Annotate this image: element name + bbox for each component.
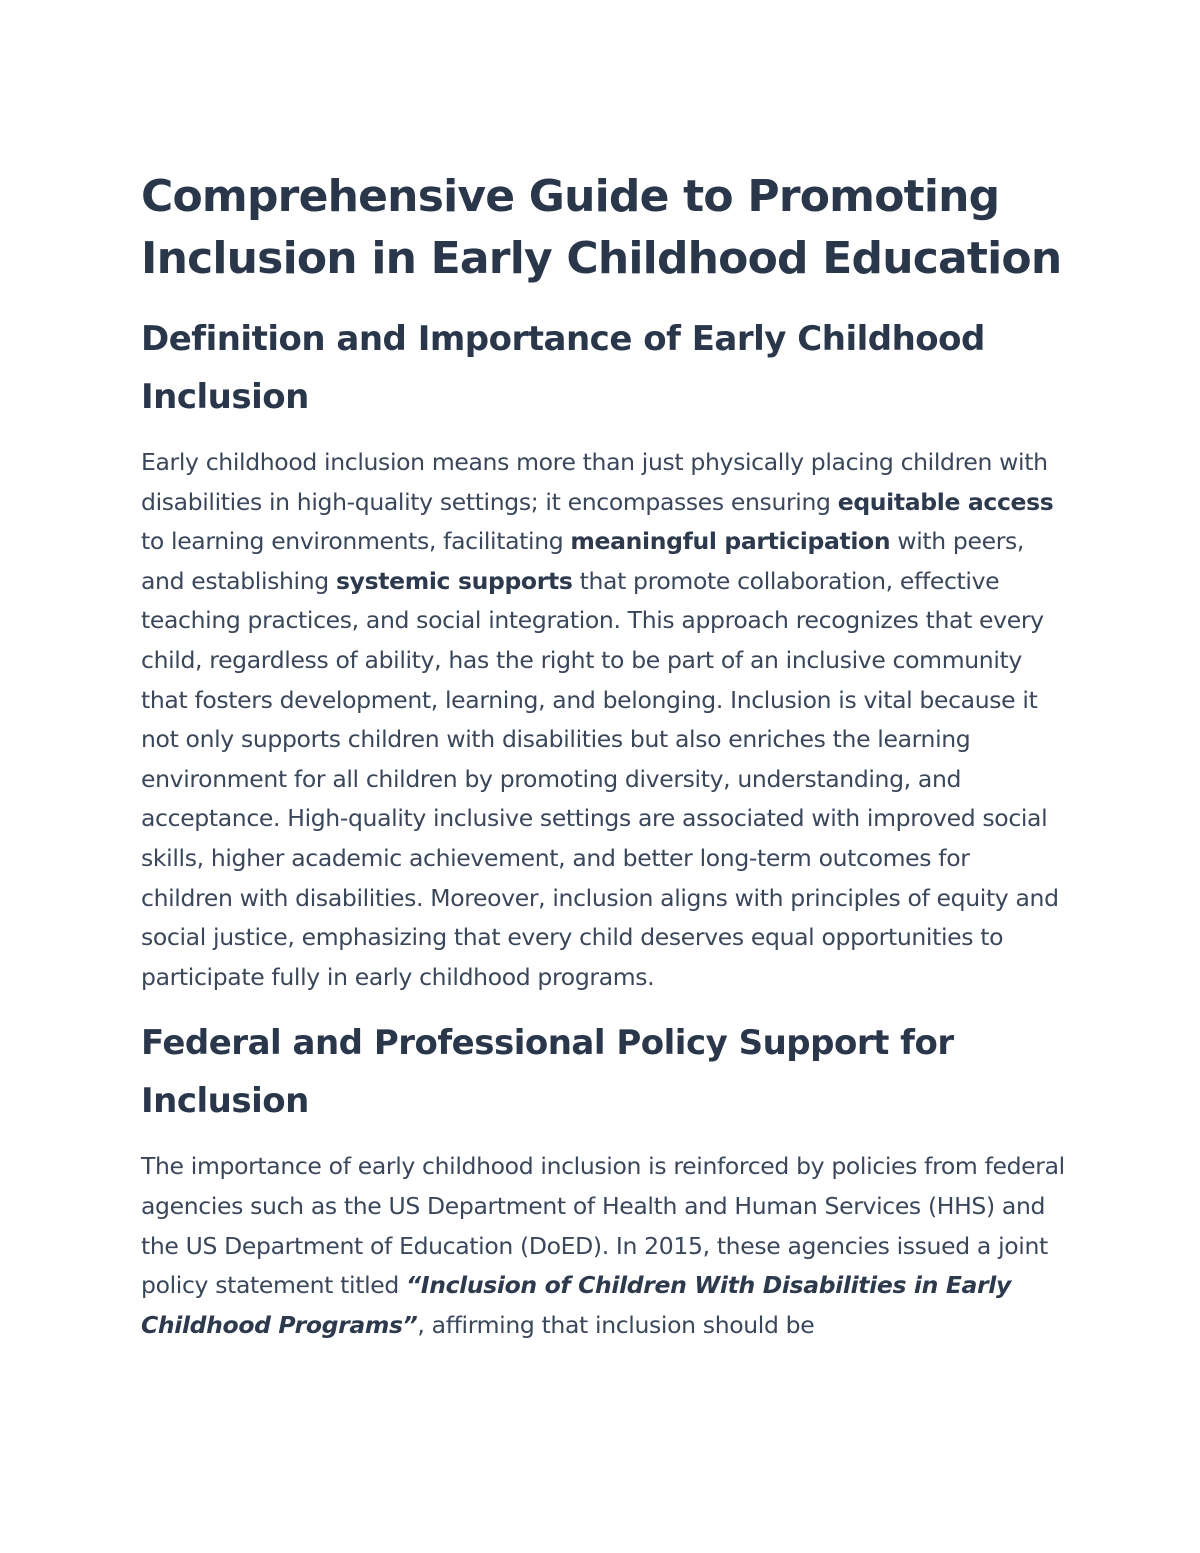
- bold-phrase-equitable-access: equitable access: [837, 487, 1054, 516]
- section-heading-definition: Definition and Importance of Early Childhood Inclusion: [141, 319, 985, 417]
- paragraph-text: to learning environments, facilitating: [141, 527, 571, 556]
- paragraph-text: The importance of early childhood inclusion is reinforced by policies from federal agencies such as the US Department of Health and Human Services (HHS) and the US Department of Education (DoED). In 2015, these agencies issued a joint policy statement titled: [141, 1152, 1065, 1300]
- paragraph-text: Early childhood inclusion means more than just physically placing children with disabilities in high-quality settings; it encompasses ensuring: [141, 448, 1048, 516]
- document-page: [141, 166, 1066, 1345]
- bold-phrase-meaningful-participation: meaningful participation: [570, 527, 891, 556]
- policy-statement-title: “Inclusion of Children With Disabilities in Early Childhood Programs”: [141, 1271, 1011, 1339]
- paragraph-text: that promote collaboration, effective teaching practices, and social integration. This approach recognizes that every child, regardless of ability, has the right to be part of an inclusive community that fosters development, learning, and belonging. Inclusion is vital because it not only supports children with disabilities but also enriches the learning environment for all children by promoting diversity, understanding, and acceptance. High-quality inclusive settings are associated with improved social skills, higher academic achievement, and better long-term outcomes for children with disabilities. Moreover, inclusion aligns with principles of equity and social justice, emphasizing that every child deserves equal opportunities to participate fully in early childhood programs.: [141, 566, 1059, 991]
- section-paragraph-policy: [141, 1147, 1066, 1345]
- section-paragraph-definition: [141, 443, 1066, 997]
- paragraph-text: with peers, and establishing: [141, 527, 1025, 595]
- bold-phrase-systemic-supports: systemic supports: [335, 566, 573, 595]
- section-heading-policy: Federal and Professional Policy Support for Inclusion: [141, 1023, 954, 1122]
- paragraph-text: , affirming that inclusion should be: [417, 1310, 815, 1339]
- document-title: Comprehensive Guide to Promoting Inclusion in Early Childhood Education: [141, 171, 1062, 284]
